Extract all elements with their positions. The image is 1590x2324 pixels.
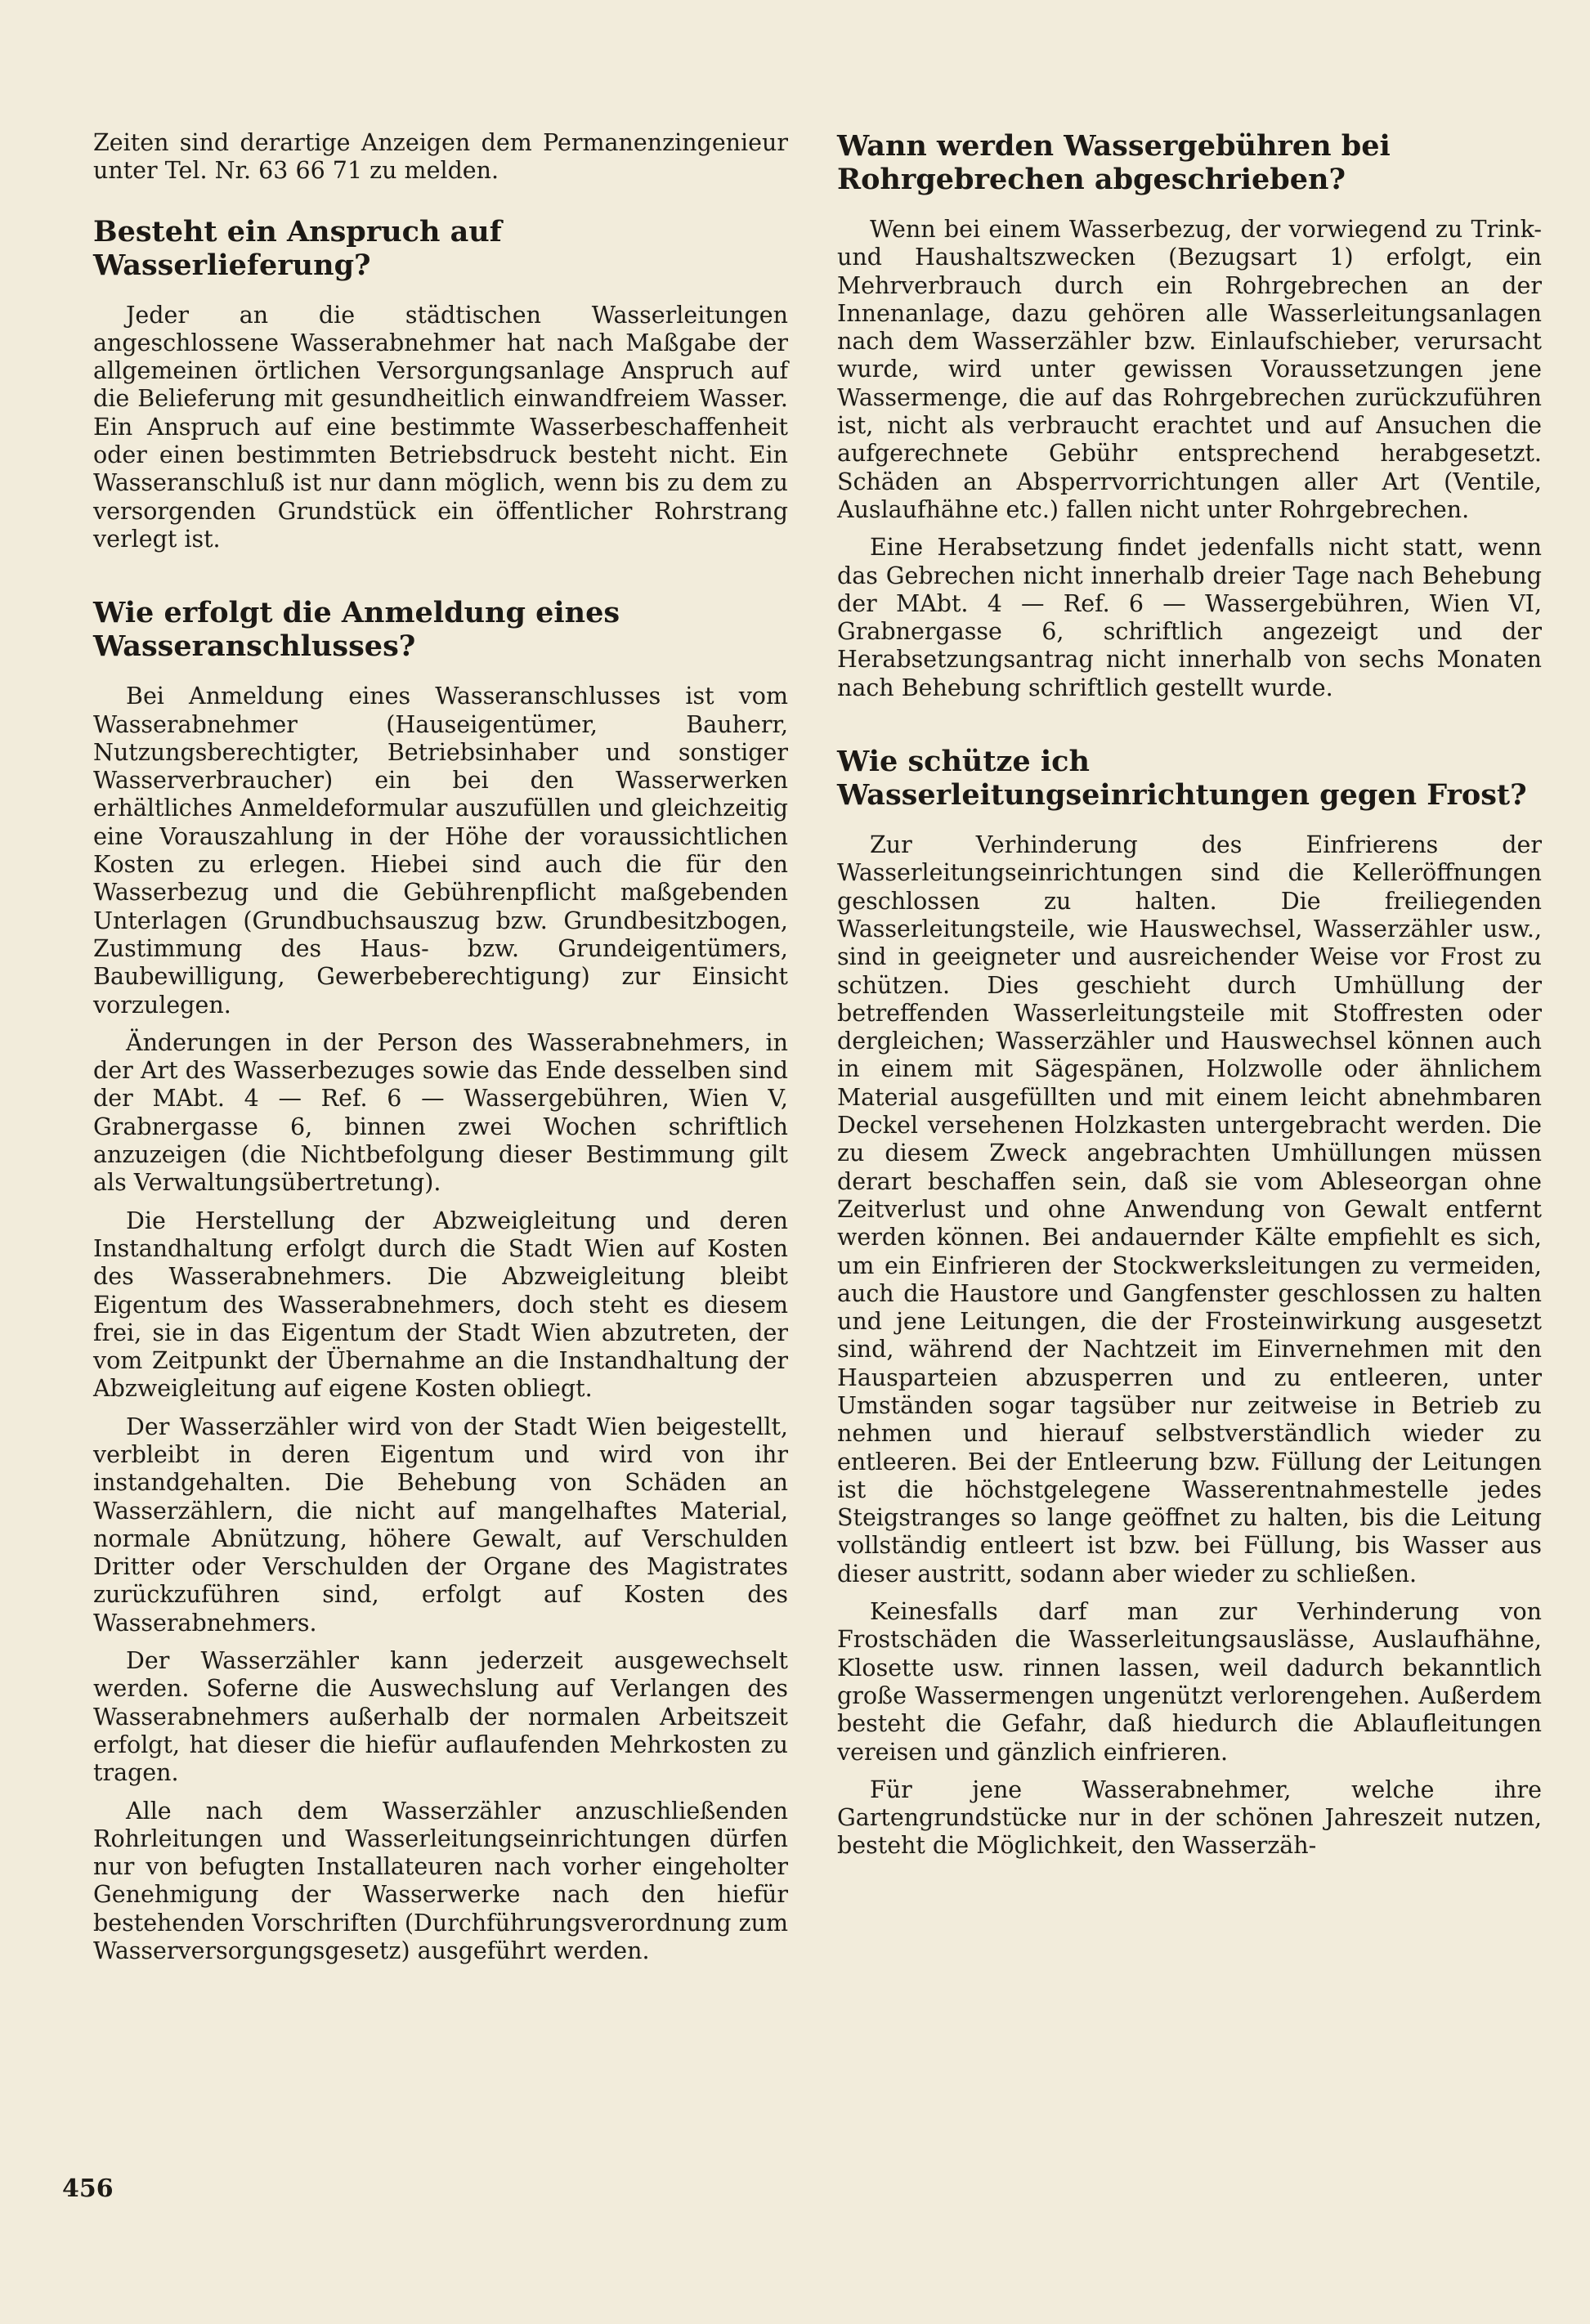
section-heading: Wann werden Wassergebühren bei Rohrgebrechen abgeschrieben? [837,129,1391,196]
page-number: 456 [62,2174,114,2203]
paragraph: Änderungen in der Person des Wasserabnehmers, in der Art des Wasserbezuges sowie das Ende desselben sind der MAbt. 4 — Ref. 6 — Wassergebühren, Wien V, Grabnergasse 6, binnen zwei Wochen schriftlich anzuzeigen (die Nichtbefolgung dieser Bestimmung gilt als Verwaltungsübertretung). [93,1028,788,1197]
section-wasserlieferung [93,215,788,554]
paragraph: Jeder an die städtischen Wasserleitungen angeschlossene Wasserabnehmer hat nach Maßgabe der allgemeinen örtlichen Versorgungsanlage Anspruch auf die Belieferung mit gesundheitlich einwandfreiem Wasser. Ein Anspruch auf eine bestimmte Wasserbeschaffenheit oder einen bestimmten Betriebsdruck besteht nicht. Ein Wasseranschluß ist nur dann möglich, wenn bis zu dem zu versorgenden Grundstück ein öffentlicher Rohrstrang verlegt ist. [93,301,788,553]
paragraph: Wenn bei einem Wasserbezug, der vorwiegend zu Trink- und Haushaltszwecken (Bezugsart 1) erfolgt, ein Mehrverbrauch durch ein Rohrgebrechen an der Innenanlage, dazu gehören alle Wasserleitungsanlagen nach dem Wasserzähler bzw. Einlaufschieber, verursacht wurde, wird unter gewissen Voraussetzungen jene Wassermenge, die auf das Rohrgebrechen zurückzuführen ist, nicht als verbraucht erachtet und auf Ansuchen die aufgerechnete Gebühr entsprechend herabgesetzt. Schäden an Absperrvorrichtungen aller Art (Ventile, Auslaufhähne etc.) fallen nicht unter Rohrgebrechen. [837,216,1542,523]
section-heading: Wie erfolgt die Anmeldung eines Wasseranschlusses? [93,596,620,664]
section-heading: Wie schütze ich Wasserleitungseinrichtungen gegen Frost? [837,745,1527,813]
paragraph: Für jene Wasserabnehmer, welche ihre Gartengrundstücke nur in der schönen Jahreszeit nutzen, besteht die Möglichkeit, den Wasserzäh- [837,1775,1542,1860]
right-column [837,129,1542,1870]
paragraph: Die Herstellung der Abzweigleitung und deren Instandhaltung erfolgt durch die Stadt Wien auf Kosten des Wasserabnehmers. Die Abzweigleitung bleibt Eigentum des Wasserabnehmers, doch steht es diesem frei, sie in das Eigentum der Stadt Wien abzutreten, der vom Zeitpunkt der Übernahme an die Instandhaltung der Abzweigleitung auf eigene Kosten obliegt. [93,1207,788,1403]
paragraph: Bei Anmeldung eines Wasseranschlusses ist vom Wasserabnehmer (Hauseigentümer, Bauherr, Nutzungsberechtigter, Betriebsinhaber und sonstiger Wasserverbraucher) ein bei den Wasserwerken erhältliches Anmeldeformular auszufüllen und gleichzeitig eine Vorauszahlung in der Höhe der voraussichtlichen Kosten zu erlegen. Hiebei sind auch die für den Wasserbezug und die Gebührenpflicht maßgebenden Unterlagen (Grundbuchsauszug bzw. Grundbesitzbogen, Zustimmung des Haus- bzw. Grundeigentümers, Baubewilligung, Gewerbeberechtigung) zur Einsicht vorzulegen. [93,683,788,1019]
left-column [93,129,788,1975]
section-frost [837,745,1542,1861]
section-rohrgebrechen [837,129,1542,702]
paragraph: Zur Verhinderung des Einfrierens der Wasserleitungseinrichtungen sind die Kelleröffnungen geschlossen zu halten. Die freiliegenden Wasserleitungsteile, wie Hauswechsel, Wasserzähler usw., sind in geeigneter und ausreichender Weise vor Frost zu schützen. Dies geschieht durch Umhüllung der betreffenden Wasserleitungsteile mit Stoffresten oder dergleichen; Wasserzähler und Hauswechsel können auch in einem mit Sägespänen, Holzwolle oder ähnlichem Material ausgefüllten und mit einem leicht abnehmbaren Deckel versehenen Holzkasten untergebracht werden. Die zu diesem Zweck angebrachten Umhüllungen müssen derart beschaffen sein, daß sie vom Ableseorgan ohne Zeitverlust und ohne Anwendung von Gewalt entfernt werden können. Bei andauernder Kälte empfiehlt es sich, um ein Einfrieren der Stockwerksleitungen zu vermeiden, auch die Haustore und Gangfenster geschlossen zu halten und jene Leitungen, die der Frosteinwirkung ausgesetzt sind, während der Nachtzeit im Einvernehmen mit den Hausparteien abzusperren und zu entleeren, unter Umständen sogar tagsüber nur zeitweise in Betrieb zu nehmen und hierauf selbstverständlich wieder zu entleeren. Bei der Entleerung bzw. Füllung der Leitungen ist die höchstgelegene Wasserentnahmestelle jedes Steigstranges so lange geöffnet zu halten, bis die Leitung vollständig entleert ist bzw. bei Füllung, bis Wasser aus dieser austritt, sodann aber wieder zu schließen. [837,831,1542,1587]
paragraph: Eine Herabsetzung findet jedenfalls nicht statt, wenn das Gebrechen nicht innerhalb dreier Tage nach Behebung der MAbt. 4 — Ref. 6 — Wassergebühren, Wien VI, Grabnergasse 6, schriftlich angezeigt und der Herabsetzungsantrag nicht innerhalb von sechs Monaten nach Behebung schriftlich gestellt wurde. [837,534,1542,701]
intro-paragraph: Zeiten sind derartige Anzeigen dem Permanenzingenieur unter Tel. Nr. 63 66 71 zu melden. [93,129,788,185]
paragraph: Keinesfalls darf man zur Verhinderung von Frostschäden die Wasserleitungsauslässe, Auslaufhähne, Klosette usw. rinnen lassen, weil dadurch bekanntlich große Wassermengen ungenützt verlorengehen. Außerdem besteht die Gefahr, daß hiedurch die Ablaufleitungen vereisen und gänzlich einfrieren. [837,1598,1542,1766]
section-heading: Besteht ein Anspruch auf Wasserlieferung? [93,214,502,282]
section-anmeldung [93,596,788,1965]
paragraph: Der Wasserzähler wird von der Stadt Wien beigestellt, verbleibt in deren Eigentum und wird von ihr instandgehalten. Die Behebung von Schäden an Wasserzählern, die nicht auf mangelhaftes Material, normale Abnützung, höhere Gewalt, auf Verschulden Dritter oder Verschulden der Organe des Magistrates zurückzuführen sind, erfolgt auf Kosten des Wasserabnehmers. [93,1413,788,1637]
paragraph: Alle nach dem Wasserzähler anzuschließenden Rohrleitungen und Wasserleitungseinrichtungen dürfen nur von befugten Installateuren nach vorher eingeholter Genehmigung der Wasserwerke nach den hiefür bestehenden Vorschriften (Durchführungsverordnung zum Wasserversorgungsgesetz) ausgeführt werden. [93,1797,788,1965]
paragraph: Der Wasserzähler kann jederzeit ausgewechselt werden. Soferne die Auswechslung auf Verlangen des Wasserabnehmers außerhalb der normalen Arbeitszeit erfolgt, hat dieser die hiefür auflaufenden Mehrkosten zu tragen. [93,1647,788,1787]
